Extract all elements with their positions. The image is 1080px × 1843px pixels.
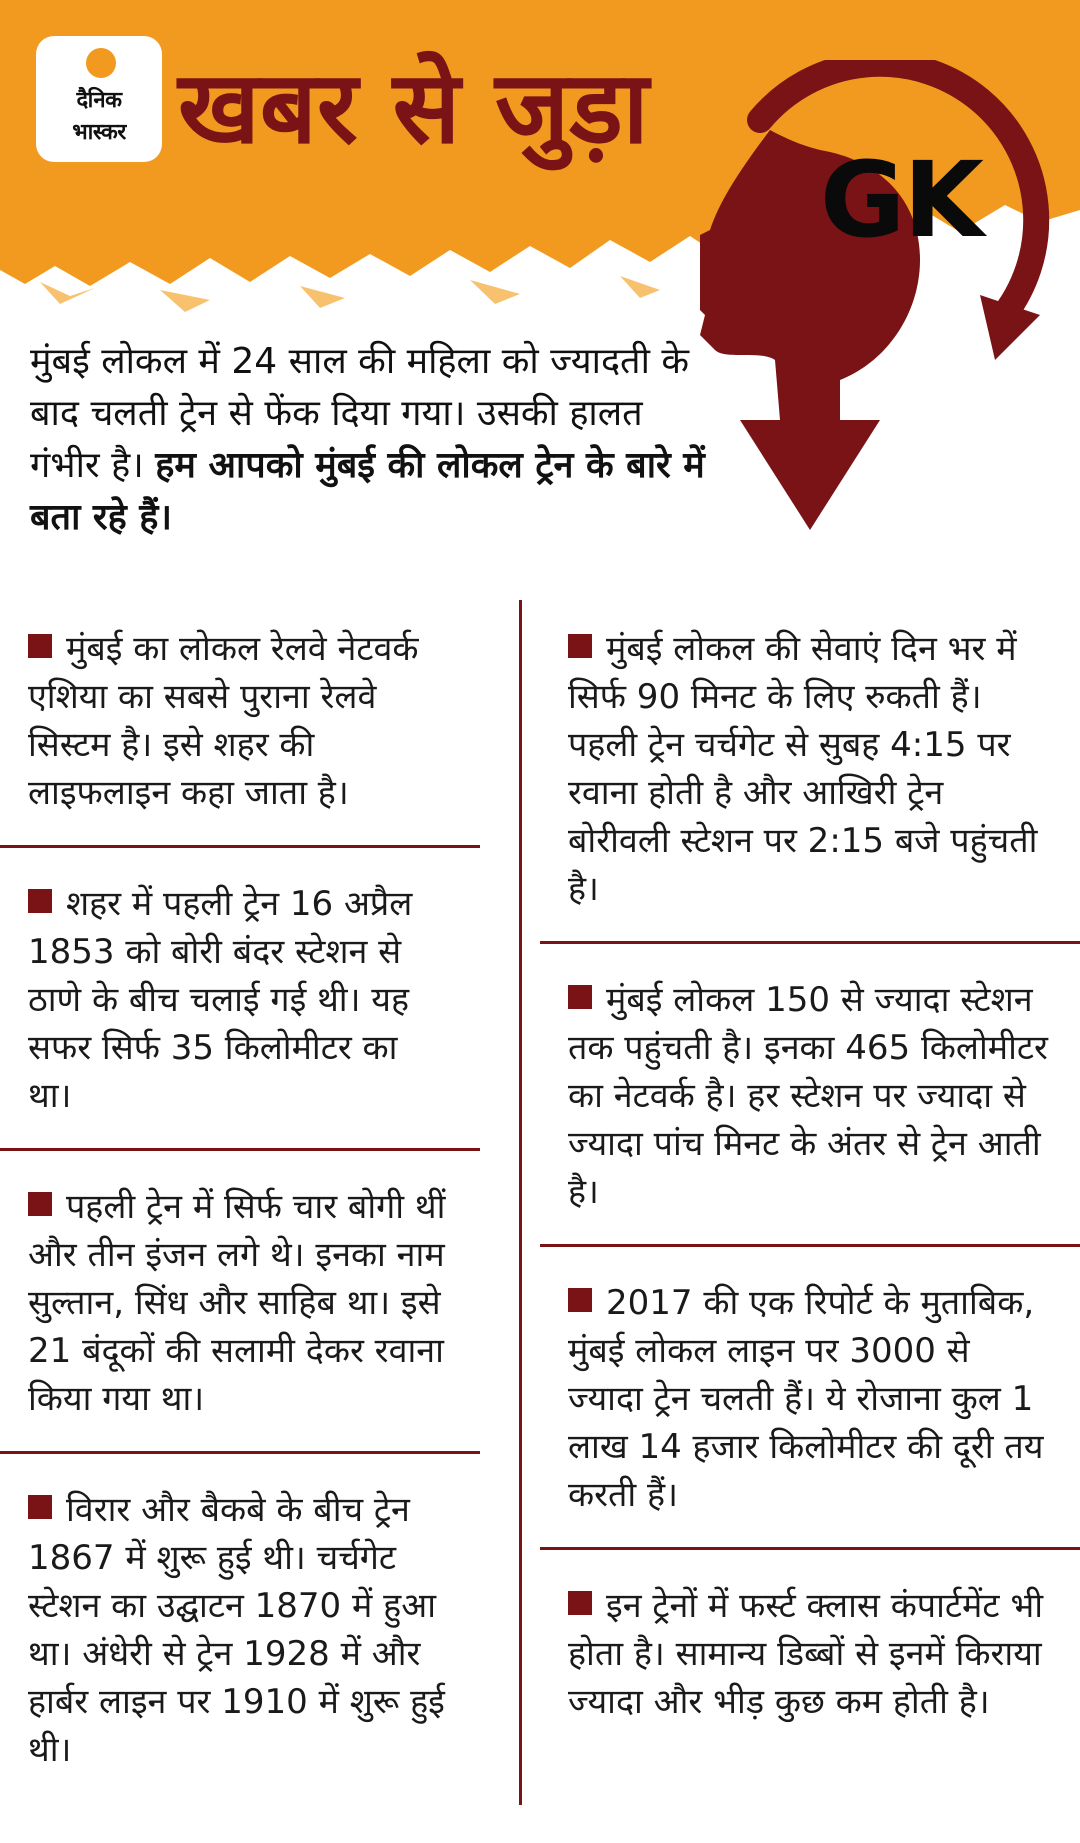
intro-text: मुंबई लोकल में 24 साल की महिला को ज्यादती के बाद चलती ट्रेन से फेंक दिया गया। उसकी हालत गंभीर है।	[30, 341, 689, 486]
bullet-square-icon	[568, 634, 592, 658]
bullet-square-icon	[28, 634, 52, 658]
fact-card	[540, 1247, 1080, 1547]
right-column	[540, 610, 1080, 1754]
fact-text: पहली ट्रेन में सिर्फ चार बोगी थीं और तीन इंजन लगे थे। इनका नाम सुल्तान, सिंध और साहिब था। इसे 21 बंदूकों की सलामी देकर रवाना किया गया था।	[28, 1187, 446, 1419]
header-title: खबर से जुड़ा	[178, 49, 649, 166]
fact-card	[540, 1550, 1080, 1754]
bullet-square-icon	[28, 1192, 52, 1216]
logo-text-line2: भास्कर	[72, 120, 126, 145]
fact-card	[540, 610, 1080, 941]
fact-card	[0, 848, 480, 1148]
fact-card	[0, 1454, 480, 1802]
intro-bold-text: हम आपको मुंबई की लोकल ट्रेन के बारे में बता रहे हैं।	[30, 445, 705, 538]
bullet-square-icon	[28, 1495, 52, 1519]
fact-card	[540, 944, 1080, 1244]
left-column	[0, 610, 480, 1802]
intro-paragraph	[30, 336, 710, 544]
logo-text-line1: दैनिक	[76, 88, 122, 113]
gk-badge: GK	[820, 139, 982, 261]
fact-text: इन ट्रेनों में फर्स्ट क्लास कंपार्टमेंट भी होता है। सामान्य डिब्बों से इनमें किराया ज्यादा और भीड़ कुछ कम होती है।	[568, 1586, 1044, 1722]
sun-icon	[86, 48, 116, 78]
fact-text: मुंबई लोकल की सेवाएं दिन भर में सिर्फ 90 मिनट के लिए रुकती हैं। पहली ट्रेन चर्चगेट से सुबह 4:15 पर रवाना होती है और आखिरी ट्रेन बोरीवली स्टेशन पर 2:15 बजे पहुंचती है।	[568, 629, 1038, 909]
fact-card	[0, 610, 480, 845]
bullet-square-icon	[568, 1288, 592, 1312]
bullet-square-icon	[568, 1591, 592, 1615]
head-silhouette-arrow-icon	[700, 60, 1080, 560]
dainik-bhaskar-logo	[36, 36, 162, 162]
fact-text: शहर में पहली ट्रेन 16 अप्रैल 1853 को बोरी बंदर स्टेशन से ठाणे के बीच चलाई गई थी। यह सफर सिर्फ 35 किलोमीटर का था।	[28, 884, 413, 1116]
fact-text: मुंबई का लोकल रेलवे नेटवर्क एशिया का सबसे पुराना रेलवे सिस्टम है। इसे शहर की लाइफलाइन कहा जाता है।	[28, 629, 419, 813]
column-divider	[519, 600, 522, 1805]
fact-text: 2017 की एक रिपोर्ट के मुताबिक, मुंबई लोकल लाइन पर 3000 से ज्यादा ट्रेन चलती हैं। ये रोजाना कुल 1 लाख 14 हजार किलोमीटर की दूरी तय करती हैं।	[568, 1283, 1044, 1515]
bullet-square-icon	[28, 889, 52, 913]
fact-text: विरार और बैकबे के बीच ट्रेन 1867 में शुरू हुई थी। चर्चगेट स्टेशन का उद्घाटन 1870 में हुआ था। अंधेरी से ट्रेन 1928 में और हार्बर लाइन पर 1910 में शुरू हुई थी।	[28, 1490, 445, 1770]
bullet-square-icon	[568, 985, 592, 1009]
fact-card	[0, 1151, 480, 1451]
fact-text: मुंबई लोकल 150 से ज्यादा स्टेशन तक पहुंचती है। इनका 465 किलोमीटर का नेटवर्क है। हर स्टेशन पर ज्यादा से ज्यादा पांच मिनट के अंतर से ट्रेन आती है।	[568, 980, 1048, 1212]
